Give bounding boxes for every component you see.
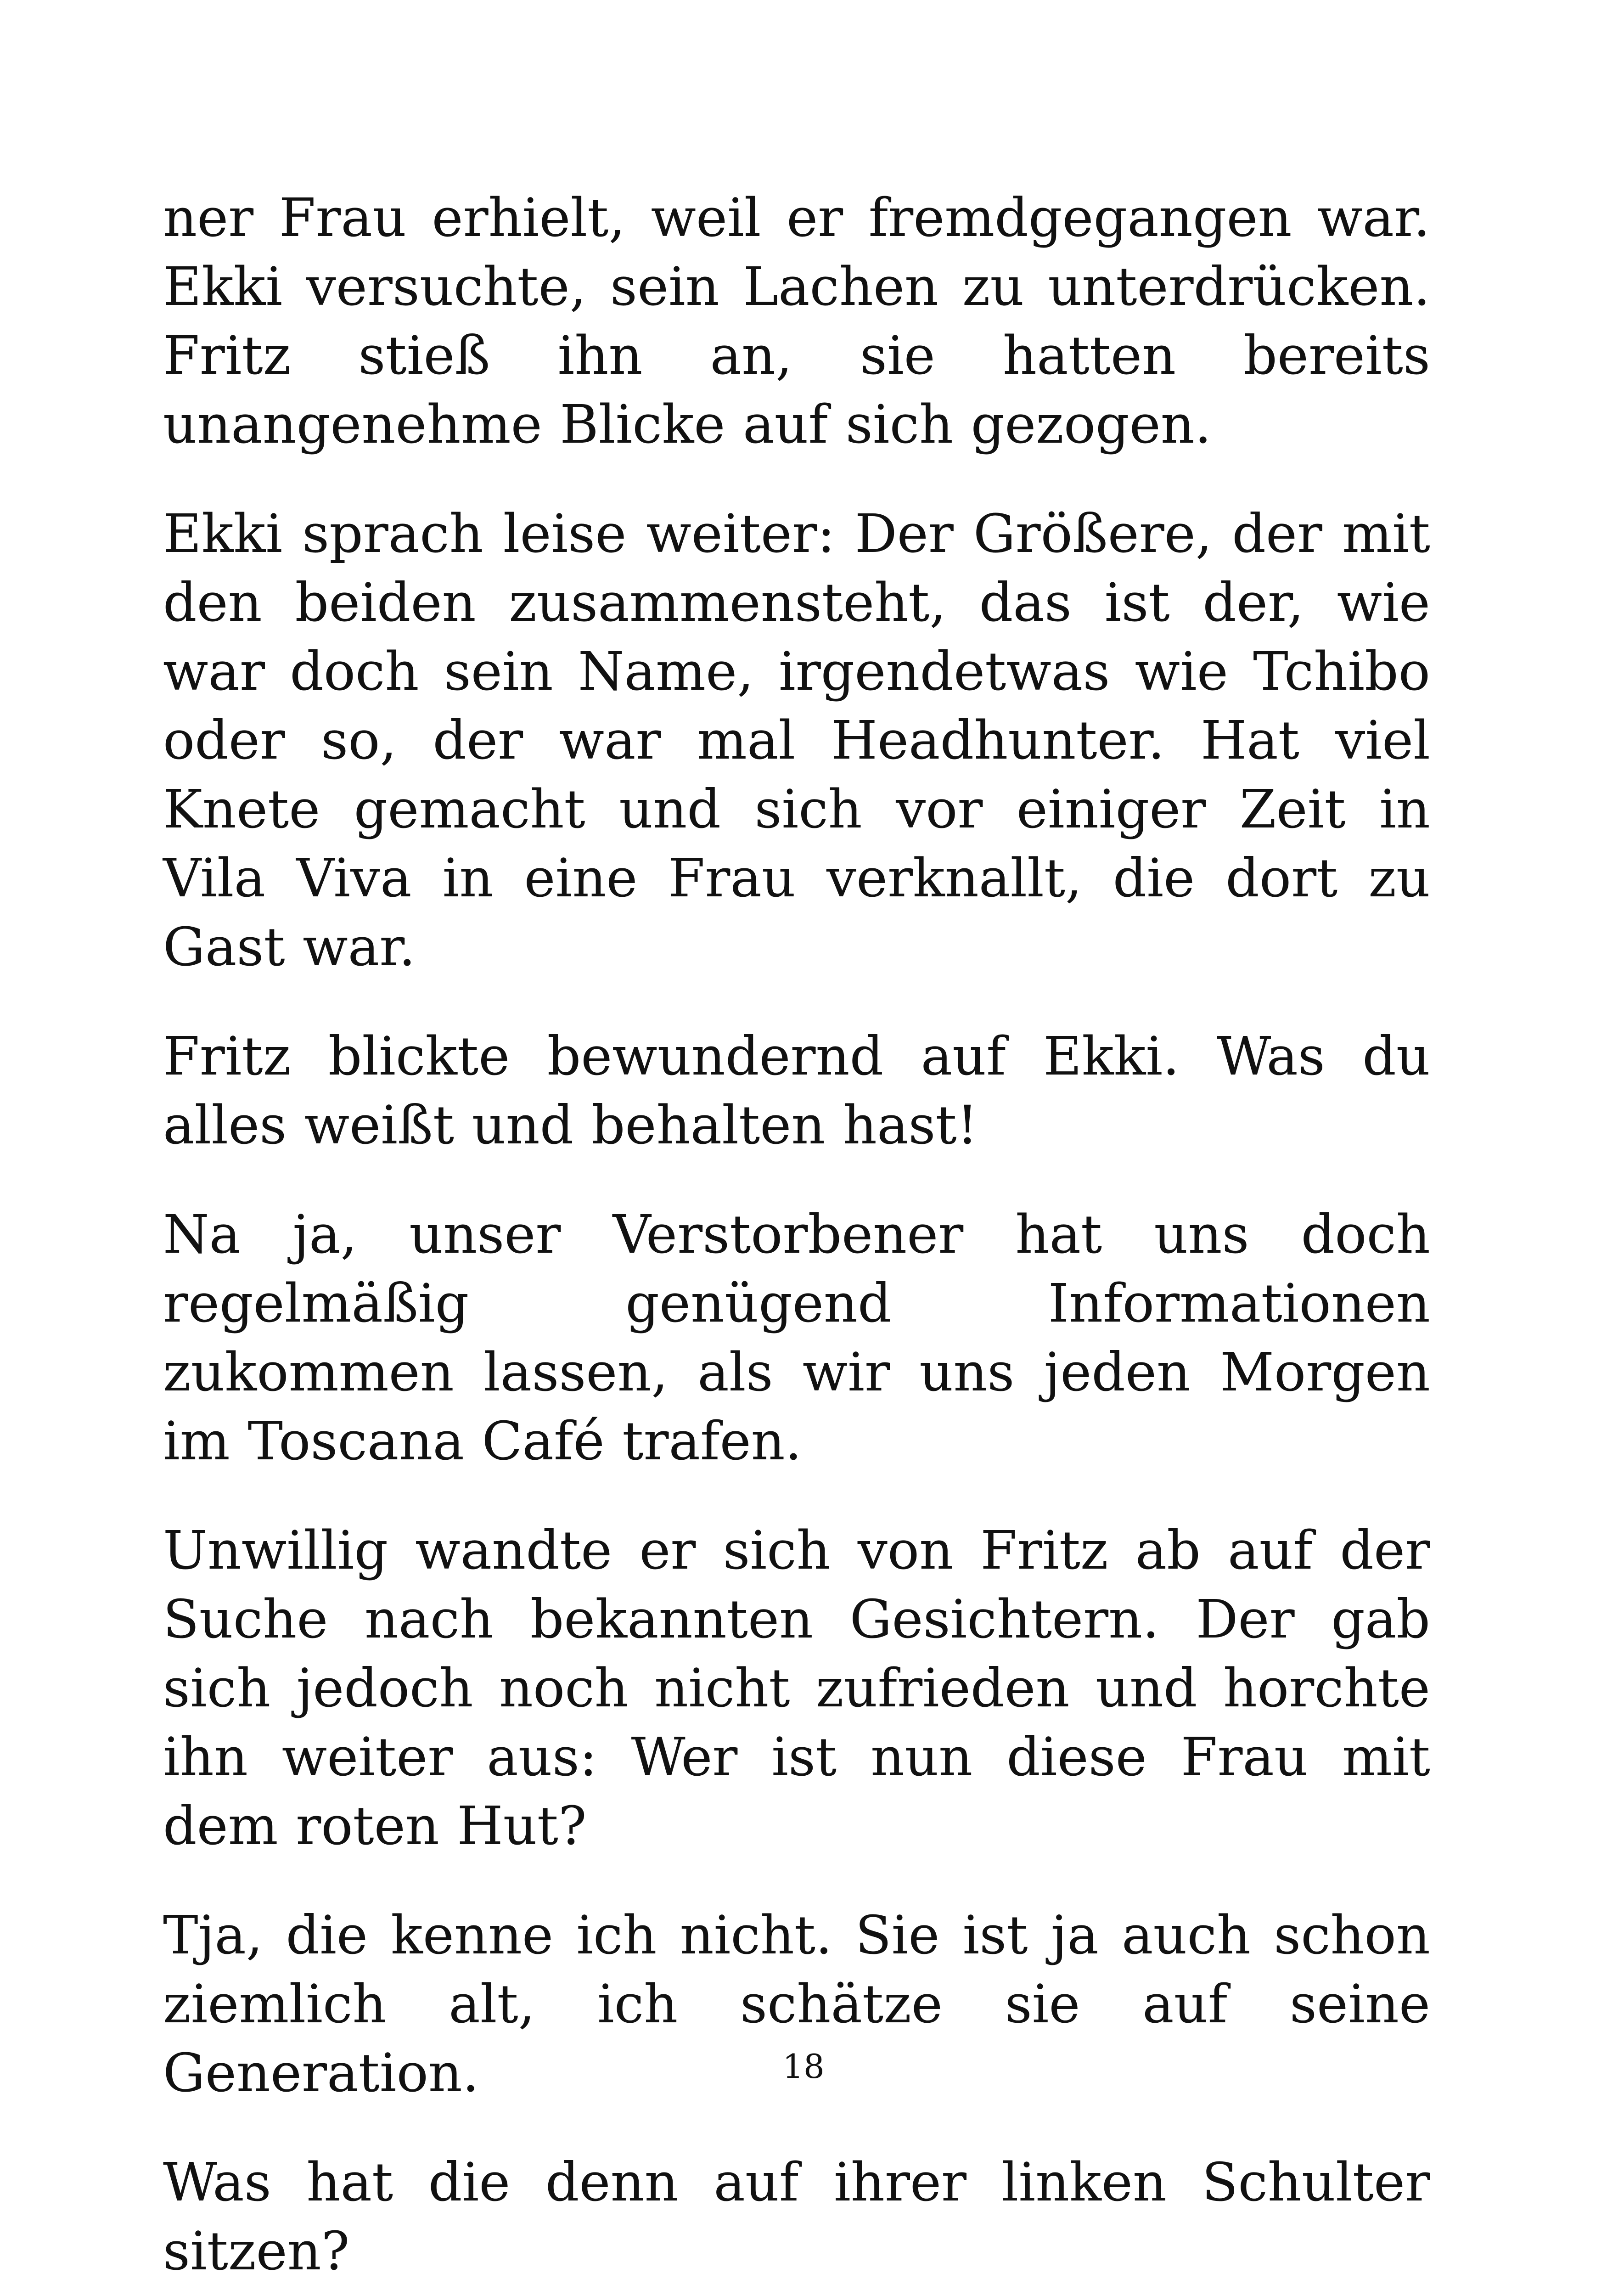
paragraph-6: Tja, die kenne ich nicht. Sie ist ja auch schon ziemlich alt, ich schätze sie auf seine Generation. (163, 1905, 1430, 2104)
paragraph-2: Ekki sprach leise weiter: Der Größere, der mit den beiden zusammensteht, das ist der, wie war doch sein Name, irgendetwas wie Tchibo oder so, der war mal Headhunter. Hat viel Knete gemacht und sich vor einiger Zeit in Vila Viva in eine Frau verknallt, die dort zu Gast war. (163, 503, 1430, 978)
paragraph-3: Fritz blickte bewundernd auf Ekki. Was du alles weißt und behalten hast! (163, 1026, 1430, 1156)
paragraph-4: Na ja, unser Verstorbener hat uns doch regelmäßig genügend Informationen zukommen lassen, als wir uns jeden Morgen im Toscana Café trafen. (163, 1204, 1430, 1472)
body-text (163, 184, 1430, 2296)
page-number: 18 (782, 2047, 825, 2086)
paragraph-5: Unwillig wandte er sich von Fritz ab auf der Suche nach bekannten Gesichtern. Der gab sich jedoch noch nicht zufrieden und horchte ihn weiter aus: Wer ist nun diese Frau mit dem roten Hut? (163, 1520, 1430, 1857)
paragraph-7: Was hat die denn auf ihrer linken Schulter sitzen? (163, 2152, 1430, 2282)
paragraph-1: ner Frau erhielt, weil er fremdgegangen war. Ekki versuchte, sein Lachen zu unterdrücken. Fritz stieß ihn an, sie hatten bereits unangenehme Blicke auf sich gezogen. (163, 187, 1430, 456)
